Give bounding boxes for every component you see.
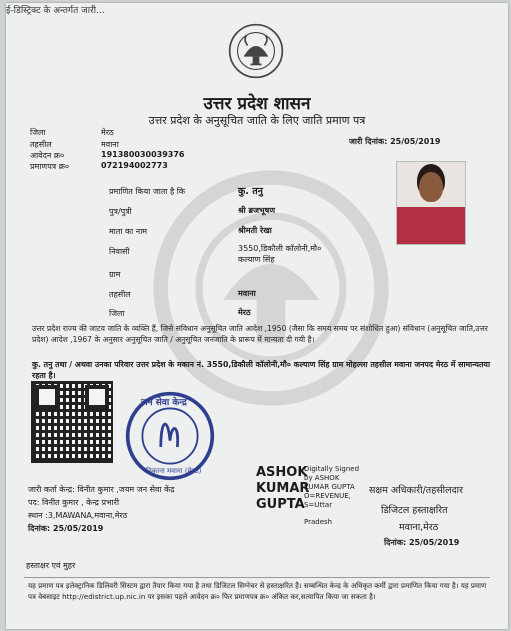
sign-detail: Pradesh xyxy=(304,518,333,526)
meta-label: जिला xyxy=(30,128,46,137)
detail-value: मेरठ xyxy=(238,308,251,317)
sign-detail: O=REVENUE, xyxy=(304,492,351,500)
sign-detail: S=Uttar xyxy=(304,501,333,509)
applicant-face xyxy=(419,172,443,202)
detail-label: ग्राम xyxy=(109,270,121,279)
detail-label: माता का नाम xyxy=(109,227,148,236)
detail-value: कु. तनु xyxy=(238,186,263,197)
meta-label: तहसील xyxy=(30,140,52,149)
meta-value: मवाना xyxy=(101,140,119,149)
residence-paragraph: कु. तनु तथा / अथवा उनका परिवार उत्तर प्रदेश के मकान नं. 3550,डिकौली कॉलोनी,मौ० कल्याण सिंह ग्राम मोहल्ला तहसील मवाना जनपद मेरठ में सामान्यतया रहता है। xyxy=(32,360,490,380)
signer-name-line: GUPTA xyxy=(256,497,305,512)
issue-date: जारी दिनांक: 25/05/2019 xyxy=(349,137,441,146)
up-emblem-icon xyxy=(228,23,284,79)
signer-name-line: KUMAR xyxy=(256,481,310,496)
application-number: 191380030039376 xyxy=(101,150,185,159)
qr-code xyxy=(31,381,113,463)
footer-note: यह प्रमाण पत्र इलेक्ट्रानिक डिलिवरी सिस्टम द्वारा तैयार किया गया है तथा डिजिटल सिग्नेचर से हस्ताक्षरित है। सम्बन्धित केन्द्र के अधिकृत कर्मी द्वारा प्रमाणित किया गया है। यह प्रमाण पत्र वेबसाइट http://edistrict.up.nic.in पर इसका पहले आवेदन क्र० फिर प्रमाणपत्र क्र० अंकित कर,सत्यापित किया जा सकता है। xyxy=(28,581,487,601)
sign-detail: Digitally Signed xyxy=(304,465,360,473)
detail-value: श्री ब्रजभूषण xyxy=(238,206,276,215)
sign-detail: KUMAR GUPTA xyxy=(304,483,355,491)
meta-value: मेरठ xyxy=(101,128,114,137)
meta-label: प्रमाणपत्र क्र० xyxy=(30,162,69,171)
authority-line: डिजिटल हस्ताक्षरित xyxy=(381,505,448,516)
detail-value: श्रीमती रेखा xyxy=(238,226,272,235)
authority-date: दिनांक: 25/05/2019 xyxy=(384,538,460,547)
signature-label: हस्ताक्षर एवं मुहर xyxy=(26,561,76,570)
detail-value: 3550,डिकौली कॉलोनी,मौ० xyxy=(238,244,322,253)
signer-name-line: ASHOK xyxy=(256,465,308,480)
seal-top-text: जन सेवा केन्द्र xyxy=(141,398,187,408)
seal-bottom-text: ठिकाना मवाना (मेरठ) xyxy=(146,467,202,475)
document-title: उत्तर प्रदेश शासन xyxy=(203,94,311,114)
issuer-line: पद: विनीत कुमार , केन्द्र प्रभारी xyxy=(28,498,120,507)
corner-note: ई-डिस्ट्रिक्ट के अन्तर्गत जारी... xyxy=(6,6,105,16)
detail-value: कल्याण सिंह xyxy=(238,255,275,264)
caste-paragraph: उत्तर प्रदेश राज्य की जाटव जाति के व्यक्ति हैं, जिसे संविधान अनुसूचित जाति आदेश ,1950 (जैसा कि समय समय पर संशोधित हुआ) संविधान (अनुसूचित जाति,उत्तर प्रदेश) आदेश ,1967 के अनुसार अनुसूचित जाति / अनुसूचित जनजाति के प्रारूप में मान्यता दी गयी है। xyxy=(32,324,488,344)
sign-detail: by ASHOK xyxy=(304,474,340,482)
meta-label: आवेदन क्र० xyxy=(30,151,65,160)
certificate-number: 072194002773 xyxy=(101,161,168,170)
certificate-page xyxy=(6,3,508,629)
detail-label: पुत्र/पुत्री xyxy=(109,207,132,216)
authority-line: मवाना,मेरठ xyxy=(399,522,439,533)
authority-line: सक्षम अधिकारी/तहसीलदार xyxy=(369,485,463,496)
document-subtitle: उत्तर प्रदेश के अनुसूचित जाति के लिए जाति प्रमाण पत्र xyxy=(148,114,366,127)
detail-value: मवाना xyxy=(238,289,256,298)
divider xyxy=(24,577,490,578)
issuer-line: जारी कर्ता केन्द्र: विनीत कुमार ,जयम जन सेवा केंद्र xyxy=(28,485,175,494)
issuer-date: दिनांक: 25/05/2019 xyxy=(28,524,104,533)
detail-label: जिला xyxy=(109,309,125,318)
issuer-line: स्थान :3,MAWANA,मवाना,मेरठ xyxy=(28,511,128,520)
detail-label: तहसील xyxy=(109,290,131,299)
applicant-photo xyxy=(396,161,466,245)
detail-label: प्रमाणित किया जाता है कि xyxy=(109,187,186,196)
detail-label: निवासी xyxy=(109,247,130,256)
